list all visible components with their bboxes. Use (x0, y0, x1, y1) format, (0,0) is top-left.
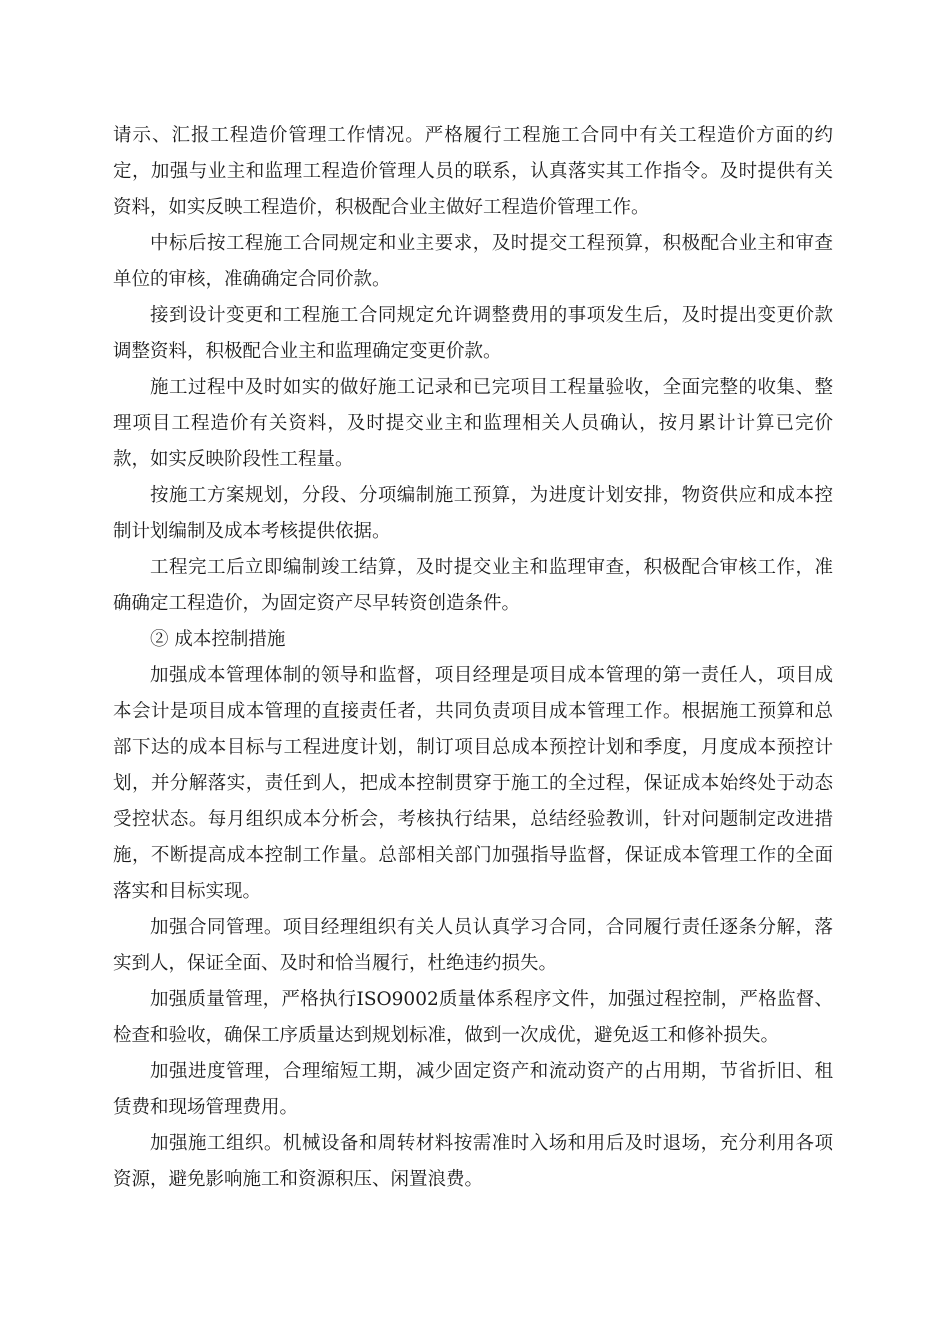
paragraph: 加强施工组织。机械设备和周转材料按需准时入场和用后及时退场，充分利用各项资源，避免影响施工和资源积压、闲置浪费。 (113, 1133, 833, 1190)
paragraph: 接到设计变更和工程施工合同规定允许调整费用的事项发生后，及时提出变更价款调整资料，积极配合业主和监理确定变更价款。 (113, 305, 833, 362)
section-heading: ② 成本控制措施 (150, 629, 286, 650)
paragraph: 工程完工后立即编制竣工结算，及时提交业主和监理审查，积极配合审核工作，准确确定工程造价，为固定资产尽早转资创造条件。 (113, 557, 833, 614)
paragraph: 加强质量管理，严格执行ISO9002质量体系程序文件，加强过程控制，严格监督、检查和验收，确保工序质量达到规划标准，做到一次成优，避免返工和修补损失。 (113, 989, 833, 1046)
paragraph: 加强成本管理体制的领导和监督，项目经理是项目成本管理的第一责任人，项目成本会计是项目成本管理的直接责任者，共同负责项目成本管理工作。根据施工预算和总部下达的成本目标与工程进度计划，制订项目总成本预控计划和季度，月度成本预控计划，并分解落实，责任到人，把成本控制贯穿于施工的全过程，保证成本始终处于动态受控状态。每月组织成本分析会，考核执行结果，总结经验教训，针对问题制定改进措施，不断提高成本控制工作量。总部相关部门加强指导监督，保证成本管理工作的全面落实和目标实现。 (113, 665, 833, 902)
paragraph-continuation: 请示、汇报工程造价管理工作情况。严格履行工程施工合同中有关工程造价方面的约定，加强与业主和监理工程造价管理人员的联系，认真落实其工作指令。及时提供有关资料，如实反映工程造价，积极配合业主做好工程造价管理工作。 (113, 125, 833, 218)
paragraph: 中标后按工程施工合同规定和业主要求，及时提交工程预算，积极配合业主和审查单位的审核，准确确定合同价款。 (113, 233, 833, 290)
paragraph: 施工过程中及时如实的做好施工记录和已完项目工程量验收，全面完整的收集、整理项目工程造价有关资料，及时提交业主和监理相关人员确认，按月累计计算已完价款，如实反映阶段性工程量。 (113, 377, 833, 470)
document-body (113, 118, 833, 1198)
paragraph: 按施工方案规划，分段、分项编制施工预算，为进度计划安排，物资供应和成本控制计划编制及成本考核提供依据。 (113, 485, 833, 542)
paragraph: 加强合同管理。项目经理组织有关人员认真学习合同，合同履行责任逐条分解，落实到人，保证全面、及时和恰当履行，杜绝违约损失。 (113, 917, 833, 974)
paragraph: 加强进度管理，合理缩短工期，减少固定资产和流动资产的占用期，节省折旧、租赁费和现场管理费用。 (113, 1061, 833, 1118)
